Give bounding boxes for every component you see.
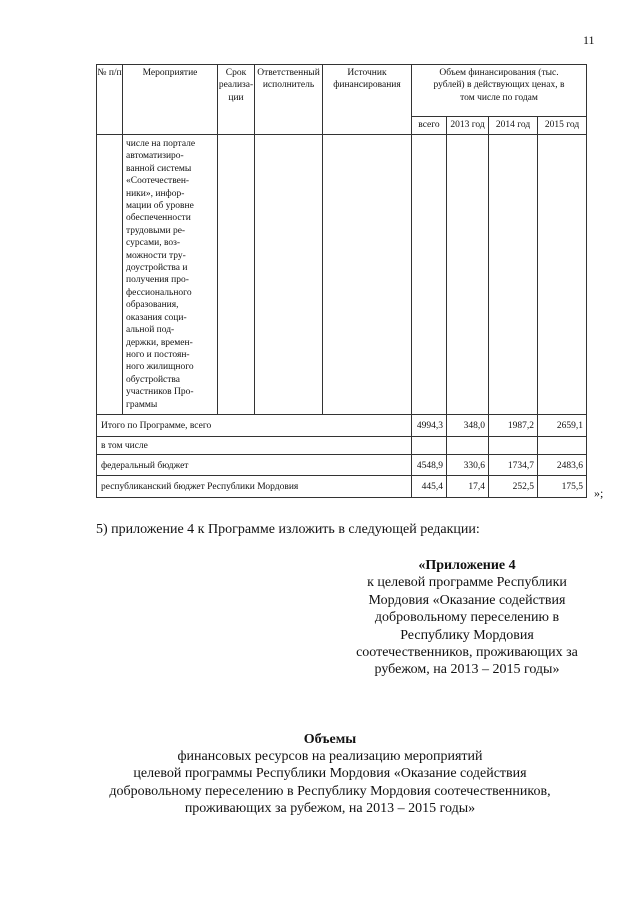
- row-label: федеральный бюджет: [97, 455, 412, 476]
- row-label: республиканский бюджет Республики Мордовия: [97, 476, 412, 498]
- appendix-title: «Приложение 4: [418, 558, 516, 573]
- row-label: в том числе: [97, 437, 412, 455]
- value-2013: 330,6: [447, 455, 489, 476]
- y2013-cell: [447, 135, 489, 415]
- description-line: доустройства и: [126, 263, 188, 274]
- header-executor: Ответственный исполнитель: [255, 65, 323, 135]
- description-line: альной под-: [126, 325, 175, 336]
- header-source: Источник финансирования: [323, 65, 412, 135]
- description-line: ного жилищного: [126, 362, 194, 373]
- volumes-title: Объемы: [303, 732, 357, 747]
- description-line: фессионального: [126, 287, 192, 298]
- description-line: ванной системы: [126, 163, 192, 174]
- executor-cell: [255, 135, 323, 415]
- description-line: обеспеченности: [126, 213, 191, 224]
- value-2013: [447, 437, 489, 455]
- source-cell: [323, 135, 412, 415]
- value-2015: 2483,6: [538, 455, 587, 476]
- description-line: можности тру-: [126, 250, 186, 261]
- term-cell: [218, 135, 255, 415]
- value-total: [412, 437, 447, 455]
- description-line: образования,: [126, 300, 179, 311]
- description-line: ники», инфор-: [126, 188, 185, 199]
- value-2015: 175,5: [538, 476, 587, 498]
- header-term: Срок реализа-ции: [218, 65, 255, 135]
- volumes-line: проживающих за рубежом, на 2013 – 2015 годы»: [184, 800, 476, 816]
- table-row: [97, 437, 587, 455]
- appendix-heading: [340, 557, 594, 679]
- description-line: трудовыми ре-: [126, 225, 186, 236]
- description-line: граммы: [126, 399, 158, 410]
- volumes-heading: [60, 731, 600, 817]
- description-line: оказания соци-: [126, 312, 187, 323]
- appendix-line: добровольному переселению в: [374, 610, 560, 626]
- description-line: числе на портале: [126, 139, 196, 149]
- y2014-cell: [489, 135, 538, 415]
- value-2013: 348,0: [447, 415, 489, 437]
- table-row: [97, 455, 587, 476]
- value-2014: 1734,7: [489, 455, 538, 476]
- closing-quote-mark: »;: [594, 486, 604, 500]
- header-volume: Объем финансирования (тыс. рублей) в действующих ценах, в том числе по годам: [412, 65, 587, 117]
- appendix-line: соотечественников, проживающих за: [356, 645, 578, 661]
- description-line: мации об уровне: [126, 201, 194, 212]
- value-2015: [538, 437, 587, 455]
- year-header-2013: 2013 год: [447, 117, 489, 135]
- description-line: сурсами, воз-: [126, 238, 181, 249]
- value-2014: 1987,2: [489, 415, 538, 437]
- value-2014: 252,5: [489, 476, 538, 498]
- table-row: [97, 415, 587, 437]
- description-line: обустройства: [126, 374, 180, 385]
- description-line: «Соотечествен-: [126, 176, 190, 187]
- description-line: ного и постоян-: [126, 349, 190, 360]
- description-line: держки, времен-: [126, 337, 193, 348]
- event-description: [123, 135, 218, 415]
- value-2013: 17,4: [447, 476, 489, 498]
- header-event: Мероприятие: [123, 65, 218, 135]
- value-total: 445,4: [412, 476, 447, 498]
- total-cell: [412, 135, 447, 415]
- year-header-total: всего: [412, 117, 447, 135]
- volumes-line: финансовых ресурсов на реализацию мероприятий: [177, 749, 483, 765]
- description-line: получения про-: [126, 275, 189, 286]
- value-total: 4994,3: [412, 415, 447, 437]
- description-line: участников Про-: [126, 387, 194, 398]
- value-total: 4548,9: [412, 455, 447, 476]
- description-line: автоматизиро-: [126, 151, 184, 162]
- table-row: [97, 476, 587, 498]
- y2015-cell: [538, 135, 587, 415]
- header-num: № п/п: [97, 65, 123, 135]
- appendix-line: рубежом, на 2013 – 2015 годы»: [374, 662, 560, 678]
- appendix-line: Республику Мордовия: [400, 627, 534, 643]
- description-row: [97, 135, 587, 415]
- volumes-line: целевой программы Республики Мордовия «Оказание содействия: [133, 766, 527, 782]
- value-2015: 2659,1: [538, 415, 587, 437]
- volumes-line: добровольному переселению в Республику Мордовия соотечественников,: [109, 783, 551, 799]
- appendix-line: Мордовия «Оказание содействия: [368, 592, 566, 608]
- year-header-2015: 2015 год: [538, 117, 587, 135]
- row-label: Итого по Программе, всего: [97, 415, 412, 437]
- value-2014: [489, 437, 538, 455]
- year-header-2014: 2014 год: [489, 117, 538, 135]
- appendix-line: к целевой программе Республики: [367, 575, 567, 591]
- page-number: 11: [583, 33, 595, 47]
- item-5-text: 5) приложение 4 к Программе изложить в следующей редакции:: [96, 522, 480, 537]
- num-cell: [97, 135, 123, 415]
- financing-table: [96, 64, 587, 498]
